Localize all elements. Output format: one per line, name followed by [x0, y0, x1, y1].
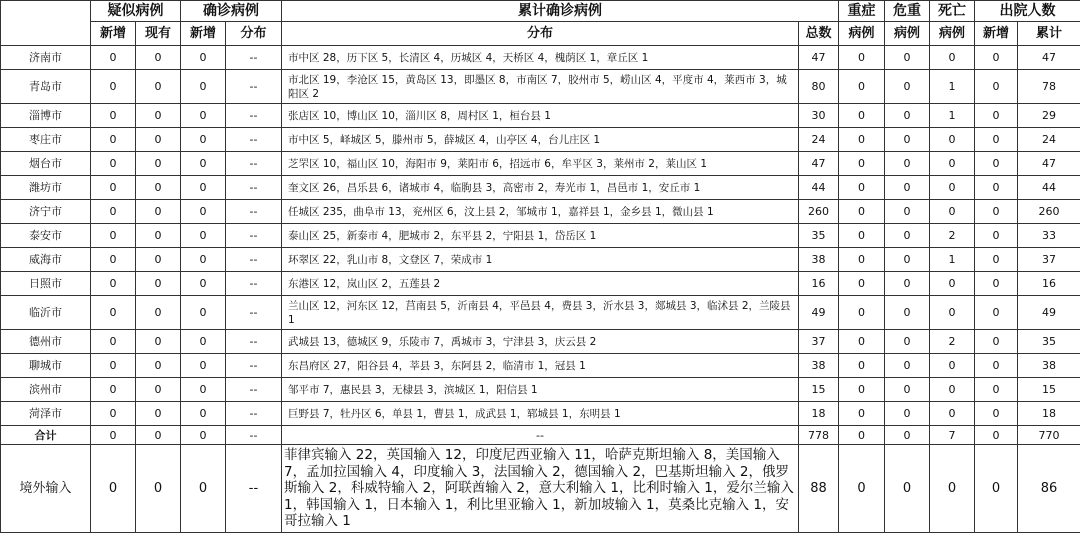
suspect-new: 0	[91, 152, 136, 176]
suspect-new: 0	[91, 330, 136, 354]
death-count: 0	[930, 272, 975, 296]
critical-count: 0	[885, 224, 930, 248]
table-row	[1, 200, 1080, 224]
suspect-existing: 0	[136, 296, 181, 330]
confirmed-distribution: --	[226, 128, 282, 152]
death-count: 1	[930, 248, 975, 272]
discharged-new: 0	[975, 224, 1018, 248]
confirmed-new: 0	[181, 354, 226, 378]
confirmed-distribution: --	[226, 445, 282, 533]
confirmed-new: 0	[181, 46, 226, 70]
header-sub-new: 新增	[91, 22, 136, 46]
discharged-new: 0	[975, 378, 1018, 402]
table-row	[1, 272, 1080, 296]
discharged-new: 0	[975, 402, 1018, 426]
cumulative-total: 35	[799, 224, 839, 248]
cumulative-total: 80	[799, 70, 839, 104]
suspect-new: 0	[91, 224, 136, 248]
cumulative-total: 44	[799, 176, 839, 200]
confirmed-distribution: --	[226, 378, 282, 402]
suspect-existing: 0	[136, 354, 181, 378]
discharged-new: 0	[975, 272, 1018, 296]
discharged-new: 0	[975, 200, 1018, 224]
cumulative-distribution: 菲律宾输入 22，英国输入 12，印度尼西亚输入 11，哈萨克斯坦输入 8，美国输入 7，孟加拉国输入 4，印度输入 3，法国输入 2，德国输入 2，巴基斯坦输入 2，俄罗斯输入 2，科威特输入 2，阿联酋输入 2，意大利输入 1，比利时输入 1，爱尔兰输入 1，韩国输入 1，日本输入 1，利比里亚输入 1，新加坡输入 1，莫桑比克输入 1，安哥拉输入 1	[282, 445, 799, 533]
suspect-new: 0	[91, 402, 136, 426]
critical-count: 0	[885, 272, 930, 296]
severe-count: 0	[839, 378, 885, 402]
critical-count: 0	[885, 248, 930, 272]
severe-count: 0	[839, 354, 885, 378]
discharged-new: 0	[975, 46, 1018, 70]
discharged-cumulative: 24	[1018, 128, 1080, 152]
suspect-existing: 0	[136, 248, 181, 272]
confirmed-distribution: --	[226, 354, 282, 378]
table-row	[1, 128, 1080, 152]
discharged-new: 0	[975, 248, 1018, 272]
death-count: 0	[930, 296, 975, 330]
confirmed-distribution: --	[226, 330, 282, 354]
city-name: 威海市	[1, 248, 91, 272]
confirmed-new: 0	[181, 224, 226, 248]
death-count: 0	[930, 354, 975, 378]
discharged-cumulative: 260	[1018, 200, 1080, 224]
header-sub-distribution: 分布	[226, 22, 282, 46]
discharged-cumulative: 15	[1018, 378, 1080, 402]
critical-count: 0	[885, 152, 930, 176]
critical-count: 0	[885, 296, 930, 330]
city-name: 淄博市	[1, 104, 91, 128]
critical-count: 0	[885, 330, 930, 354]
discharged-new: 0	[975, 128, 1018, 152]
severe-count: 0	[839, 152, 885, 176]
discharged-new: 0	[975, 296, 1018, 330]
discharged-new: 0	[975, 176, 1018, 200]
critical-count: 0	[885, 46, 930, 70]
cumulative-distribution: 市中区 28，历下区 5，长清区 4，历城区 4，天桥区 4，槐荫区 1，章丘区 1	[282, 46, 799, 70]
header-discharged: 出院人数	[975, 1, 1080, 22]
severe-count: 0	[839, 330, 885, 354]
confirmed-new: 0	[181, 248, 226, 272]
critical-count: 0	[885, 378, 930, 402]
cumulative-total: 30	[799, 104, 839, 128]
header-sub-new: 新增	[181, 22, 226, 46]
suspect-new: 0	[91, 70, 136, 104]
discharged-new: 0	[975, 152, 1018, 176]
severe-count: 0	[839, 248, 885, 272]
header-row-sub	[1, 22, 1080, 46]
confirmed-distribution: --	[226, 296, 282, 330]
discharged-cumulative: 29	[1018, 104, 1080, 128]
suspect-new: 0	[91, 378, 136, 402]
discharged-cumulative: 37	[1018, 248, 1080, 272]
header-sub-new: 新增	[975, 22, 1018, 46]
suspect-new: 0	[91, 104, 136, 128]
death-count: 0	[930, 445, 975, 533]
discharged-cumulative: 47	[1018, 46, 1080, 70]
cumulative-total: 16	[799, 272, 839, 296]
critical-count: 0	[885, 402, 930, 426]
cumulative-total: 24	[799, 128, 839, 152]
death-count: 7	[930, 426, 975, 445]
confirmed-new: 0	[181, 200, 226, 224]
cumulative-total: 47	[799, 46, 839, 70]
critical-count: 0	[885, 70, 930, 104]
discharged-cumulative: 86	[1018, 445, 1080, 533]
city-name: 泰安市	[1, 224, 91, 248]
critical-count: 0	[885, 128, 930, 152]
death-count: 0	[930, 176, 975, 200]
severe-count: 0	[839, 296, 885, 330]
suspect-existing: 0	[136, 272, 181, 296]
suspect-existing: 0	[136, 378, 181, 402]
confirmed-new: 0	[181, 426, 226, 445]
critical-count: 0	[885, 445, 930, 533]
cumulative-total: 49	[799, 296, 839, 330]
confirmed-distribution: --	[226, 248, 282, 272]
header-critical: 危重	[885, 1, 930, 22]
city-name: 聊城市	[1, 354, 91, 378]
discharged-cumulative: 770	[1018, 426, 1080, 445]
table-row	[1, 70, 1080, 104]
confirmed-distribution: --	[226, 402, 282, 426]
confirmed-distribution: --	[226, 272, 282, 296]
severe-count: 0	[839, 70, 885, 104]
cumulative-distribution: 东昌府区 27，阳谷县 4，莘县 3，东阿县 2，临清市 1，冠县 1	[282, 354, 799, 378]
discharged-cumulative: 35	[1018, 330, 1080, 354]
foreign-import-label: 境外输入	[1, 445, 91, 533]
city-name: 烟台市	[1, 152, 91, 176]
suspect-existing: 0	[136, 330, 181, 354]
header-sub-critical: 病例	[885, 22, 930, 46]
cumulative-total: 88	[799, 445, 839, 533]
header-sub-total: 总数	[799, 22, 839, 46]
discharged-new: 0	[975, 70, 1018, 104]
cumulative-distribution: 任城区 235，曲阜市 13，兖州区 6，汶上县 2，邹城市 1，嘉祥县 1，金乡县 1，微山县 1	[282, 200, 799, 224]
table-row	[1, 248, 1080, 272]
header-sub-severe: 病例	[839, 22, 885, 46]
confirmed-distribution: --	[226, 70, 282, 104]
suspect-existing: 0	[136, 426, 181, 445]
confirmed-new: 0	[181, 176, 226, 200]
suspect-existing: 0	[136, 445, 181, 533]
city-name: 德州市	[1, 330, 91, 354]
discharged-cumulative: 38	[1018, 354, 1080, 378]
cumulative-total: 47	[799, 152, 839, 176]
cumulative-distribution: 巨野县 7，牡丹区 6，单县 1，曹县 1，成武县 1，郓城县 1，东明县 1	[282, 402, 799, 426]
severe-count: 0	[839, 128, 885, 152]
table-row	[1, 46, 1080, 70]
confirmed-distribution: --	[226, 46, 282, 70]
confirmed-new: 0	[181, 378, 226, 402]
suspect-existing: 0	[136, 176, 181, 200]
table-row	[1, 104, 1080, 128]
suspect-new: 0	[91, 272, 136, 296]
discharged-new: 0	[975, 354, 1018, 378]
discharged-new: 0	[975, 426, 1018, 445]
header-corner	[1, 1, 91, 46]
suspect-existing: 0	[136, 200, 181, 224]
confirmed-distribution: --	[226, 176, 282, 200]
suspect-existing: 0	[136, 70, 181, 104]
table-row	[1, 176, 1080, 200]
critical-count: 0	[885, 176, 930, 200]
table-row	[1, 152, 1080, 176]
header-confirmed: 确诊病例	[181, 1, 282, 22]
total-label: 合计	[1, 426, 91, 445]
cumulative-distribution: 环翠区 22，乳山市 8，文登区 7，荣成市 1	[282, 248, 799, 272]
confirmed-new: 0	[181, 402, 226, 426]
discharged-new: 0	[975, 104, 1018, 128]
death-count: 0	[930, 152, 975, 176]
death-count: 0	[930, 402, 975, 426]
suspect-existing: 0	[136, 152, 181, 176]
header-severe: 重症	[839, 1, 885, 22]
total-row	[1, 426, 1080, 445]
table-row	[1, 330, 1080, 354]
city-name: 济宁市	[1, 200, 91, 224]
discharged-cumulative: 49	[1018, 296, 1080, 330]
confirmed-new: 0	[181, 445, 226, 533]
cumulative-distribution: 张店区 10，博山区 10，淄川区 8，周村区 1，桓台县 1	[282, 104, 799, 128]
suspect-new: 0	[91, 248, 136, 272]
severe-count: 0	[839, 200, 885, 224]
confirmed-new: 0	[181, 296, 226, 330]
cumulative-total: 15	[799, 378, 839, 402]
death-count: 0	[930, 200, 975, 224]
city-name: 济南市	[1, 46, 91, 70]
header-sub-existing: 现有	[136, 22, 181, 46]
suspect-existing: 0	[136, 46, 181, 70]
cumulative-distribution: 兰山区 12，河东区 12，莒南县 5，沂南县 4，平邑县 4，费县 3，沂水县 3，郯城县 3，临沭县 2，兰陵县 1	[282, 296, 799, 330]
suspect-new: 0	[91, 46, 136, 70]
cumulative-distribution: 市中区 5，峄城区 5，滕州市 5，薛城区 4，山亭区 4，台儿庄区 1	[282, 128, 799, 152]
death-count: 0	[930, 46, 975, 70]
critical-count: 0	[885, 426, 930, 445]
discharged-cumulative: 16	[1018, 272, 1080, 296]
severe-count: 0	[839, 104, 885, 128]
discharged-cumulative: 47	[1018, 152, 1080, 176]
discharged-new: 0	[975, 445, 1018, 533]
city-name: 潍坊市	[1, 176, 91, 200]
severe-count: 0	[839, 426, 885, 445]
discharged-new: 0	[975, 330, 1018, 354]
header-suspect: 疑似病例	[91, 1, 181, 22]
suspect-new: 0	[91, 354, 136, 378]
death-count: 1	[930, 70, 975, 104]
cumulative-total: 37	[799, 330, 839, 354]
cumulative-distribution: 市北区 19，李沧区 15，黄岛区 13，即墨区 8，市南区 7，胶州市 5，崂山区 4，平度市 4，莱西市 3，城阳区 2	[282, 70, 799, 104]
table-row	[1, 224, 1080, 248]
confirmed-distribution: --	[226, 104, 282, 128]
header-death: 死亡	[930, 1, 975, 22]
severe-count: 0	[839, 272, 885, 296]
confirmed-new: 0	[181, 152, 226, 176]
death-count: 1	[930, 104, 975, 128]
suspect-new: 0	[91, 296, 136, 330]
confirmed-new: 0	[181, 128, 226, 152]
cumulative-distribution: 泰山区 25，新泰市 4，肥城市 2，东平县 2，宁阳县 1，岱岳区 1	[282, 224, 799, 248]
cumulative-total: 38	[799, 248, 839, 272]
suspect-new: 0	[91, 176, 136, 200]
severe-count: 0	[839, 176, 885, 200]
severe-count: 0	[839, 46, 885, 70]
header-sub-cum-distribution: 分布	[282, 22, 799, 46]
cumulative-distribution: --	[282, 426, 799, 445]
severe-count: 0	[839, 224, 885, 248]
suspect-new: 0	[91, 200, 136, 224]
discharged-cumulative: 78	[1018, 70, 1080, 104]
critical-count: 0	[885, 104, 930, 128]
header-cumulative: 累计确诊病例	[282, 1, 839, 22]
cumulative-distribution: 芝罘区 10，福山区 10，海阳市 9，莱阳市 6，招远市 6，牟平区 3，莱州市 2，莱山区 1	[282, 152, 799, 176]
death-count: 2	[930, 224, 975, 248]
suspect-existing: 0	[136, 402, 181, 426]
table-row	[1, 296, 1080, 330]
cumulative-distribution: 奎文区 26，昌乐县 6，诸城市 4，临朐县 3，高密市 2，寿光市 1，昌邑市 1，安丘市 1	[282, 176, 799, 200]
cumulative-total: 778	[799, 426, 839, 445]
discharged-cumulative: 33	[1018, 224, 1080, 248]
confirmed-distribution: --	[226, 152, 282, 176]
discharged-cumulative: 44	[1018, 176, 1080, 200]
cumulative-distribution: 东港区 12，岚山区 2，五莲县 2	[282, 272, 799, 296]
severe-count: 0	[839, 402, 885, 426]
suspect-existing: 0	[136, 104, 181, 128]
city-name: 日照市	[1, 272, 91, 296]
death-count: 2	[930, 330, 975, 354]
cumulative-total: 260	[799, 200, 839, 224]
table-row	[1, 354, 1080, 378]
death-count: 0	[930, 128, 975, 152]
city-name: 滨州市	[1, 378, 91, 402]
suspect-existing: 0	[136, 128, 181, 152]
city-name: 青岛市	[1, 70, 91, 104]
confirmed-new: 0	[181, 272, 226, 296]
foreign-import-row	[1, 445, 1080, 533]
discharged-cumulative: 18	[1018, 402, 1080, 426]
header-row-top	[1, 1, 1080, 22]
cumulative-total: 18	[799, 402, 839, 426]
cumulative-distribution: 武城县 13，德城区 9，乐陵市 7，禹城市 3，宁津县 3，庆云县 2	[282, 330, 799, 354]
confirmed-distribution: --	[226, 426, 282, 445]
death-count: 0	[930, 378, 975, 402]
table-body	[1, 46, 1080, 533]
critical-count: 0	[885, 200, 930, 224]
confirmed-new: 0	[181, 70, 226, 104]
critical-count: 0	[885, 354, 930, 378]
cumulative-distribution: 邹平市 7，惠民县 3，无棣县 3，滨城区 1，阳信县 1	[282, 378, 799, 402]
header-sub-death: 病例	[930, 22, 975, 46]
confirmed-new: 0	[181, 104, 226, 128]
table-row	[1, 378, 1080, 402]
cumulative-total: 38	[799, 354, 839, 378]
suspect-existing: 0	[136, 224, 181, 248]
suspect-new: 0	[91, 445, 136, 533]
severe-count: 0	[839, 445, 885, 533]
confirmed-distribution: --	[226, 224, 282, 248]
city-name: 枣庄市	[1, 128, 91, 152]
confirmed-new: 0	[181, 330, 226, 354]
confirmed-distribution: --	[226, 200, 282, 224]
suspect-new: 0	[91, 128, 136, 152]
city-name: 临沂市	[1, 296, 91, 330]
table-row	[1, 402, 1080, 426]
header-sub-cumulative: 累计	[1018, 22, 1080, 46]
city-name: 菏泽市	[1, 402, 91, 426]
suspect-new: 0	[91, 426, 136, 445]
